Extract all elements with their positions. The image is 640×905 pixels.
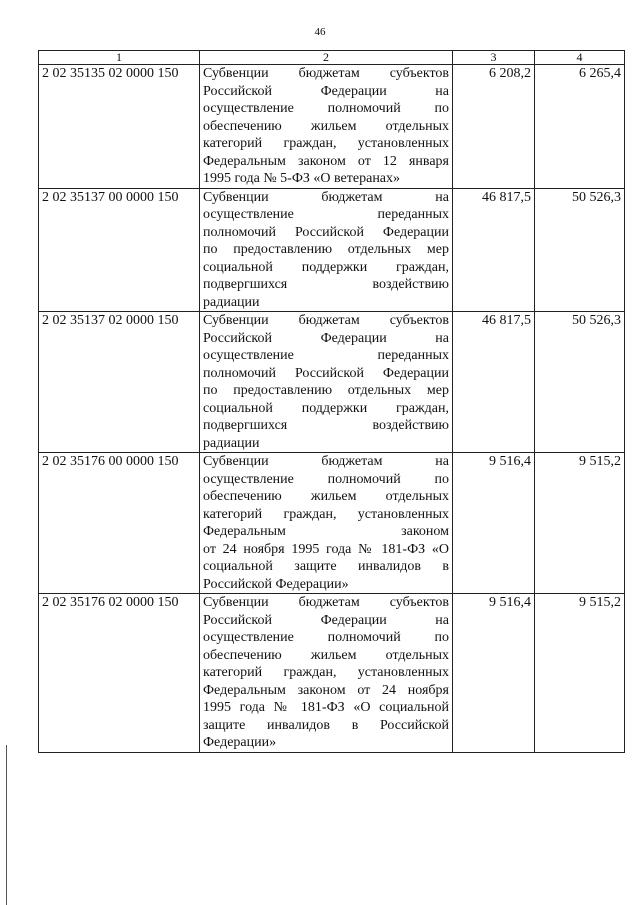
- amount-col3-cell: 9 516,4: [453, 594, 535, 753]
- description-line: осуществление переданных: [203, 207, 449, 222]
- description-line: обеспечению жильем отдельных: [203, 647, 449, 663]
- description-cell: [200, 453, 453, 594]
- description-line: от 24 ноября 1995 года № 181-ФЗ «О: [203, 541, 449, 557]
- description-line: категорий граждан, установленных: [203, 506, 449, 522]
- amount-col4-cell: 6 265,4: [535, 65, 625, 189]
- table-body: [39, 65, 625, 753]
- description-line: по предоставлению отдельных мер: [203, 242, 449, 257]
- page-number: 46: [314, 26, 326, 38]
- description-line: полномочий Российской Федерации: [203, 365, 449, 381]
- description-line: 1995 года № 181-ФЗ «О социальной: [203, 700, 449, 715]
- description-line: категорий граждан, установленных: [203, 665, 449, 680]
- column-header-2: 2: [200, 51, 453, 65]
- amount-col3-cell: 6 208,2: [453, 65, 535, 189]
- description-line: подвергшихся воздействию: [203, 418, 449, 433]
- budget-code-cell: 2 02 35137 00 0000 150: [39, 188, 200, 312]
- description-line: радиации: [203, 294, 260, 310]
- amount-col4-cell: 9 515,2: [535, 594, 625, 753]
- description-line: социальной защите инвалидов в: [203, 559, 449, 574]
- amount-col4-cell: 50 526,3: [535, 188, 625, 312]
- description-line: обеспечению жильем отдельных: [203, 118, 449, 134]
- amount-col4-cell: 50 526,3: [535, 312, 625, 453]
- description-line: Федеральным законом от 12 января: [203, 153, 449, 169]
- budget-code-cell: 2 02 35135 02 0000 150: [39, 65, 200, 189]
- description-line: осуществление полномочий по: [203, 471, 449, 487]
- amount-col3-cell: 46 817,5: [453, 312, 535, 453]
- table-row: [39, 65, 625, 189]
- description-line: по предоставлению отдельных мер: [203, 383, 449, 398]
- description-line: полномочий Российской Федерации: [203, 224, 449, 240]
- description-cell: [200, 65, 453, 189]
- description-line: категорий граждан, установленных: [203, 136, 449, 151]
- description-line: 1995 года № 5-ФЗ «О ветеранах»: [203, 171, 401, 186]
- table-row: [39, 594, 625, 753]
- column-header-1: 1: [39, 51, 200, 65]
- description-line: социальной поддержки граждан,: [203, 400, 449, 416]
- description-line: Субвенции бюджетам субъектов: [203, 313, 449, 328]
- description-line: социальной поддержки граждан,: [203, 259, 449, 275]
- description-line: обеспечению жильем отдельных: [203, 489, 449, 504]
- description-line: Субвенции бюджетам на: [203, 189, 449, 205]
- description-line: осуществление полномочий по: [203, 101, 449, 116]
- description-line: защите инвалидов в Российской: [203, 717, 449, 733]
- table-row: [39, 188, 625, 312]
- column-header-3: 3: [453, 51, 535, 65]
- description-line: Субвенции бюджетам субъектов: [203, 595, 449, 610]
- description-line: подвергшихся воздействию: [203, 277, 449, 292]
- description-cell: [200, 594, 453, 753]
- budget-table: [38, 50, 625, 753]
- description-line: Субвенции бюджетам на: [203, 454, 449, 469]
- budget-code-cell: 2 02 35176 02 0000 150: [39, 594, 200, 753]
- description-line: радиации: [203, 435, 260, 451]
- budget-code-cell: 2 02 35176 00 0000 150: [39, 453, 200, 594]
- description-cell: [200, 312, 453, 453]
- description-line: Российской Федерации»: [203, 576, 349, 592]
- budget-code-cell: 2 02 35137 02 0000 150: [39, 312, 200, 453]
- description-line: Федеральным законом: [203, 524, 449, 539]
- description-line: Федеральным законом от 24 ноября: [203, 682, 449, 698]
- description-line: Российской Федерации на: [203, 83, 449, 99]
- table-row: [39, 453, 625, 594]
- description-line: Российской Федерации на: [203, 330, 449, 346]
- description-cell: [200, 188, 453, 312]
- amount-col3-cell: 9 516,4: [453, 453, 535, 594]
- description-line: осуществление переданных: [203, 348, 449, 363]
- amount-col4-cell: 9 515,2: [535, 453, 625, 594]
- column-header-4: 4: [535, 51, 625, 65]
- amount-col3-cell: 46 817,5: [453, 188, 535, 312]
- description-line: осуществление полномочий по: [203, 630, 449, 645]
- table-row: [39, 312, 625, 453]
- page-edge-line: [6, 745, 7, 905]
- description-line: Субвенции бюджетам субъектов: [203, 66, 449, 81]
- header-row: [39, 51, 625, 65]
- description-line: Российской Федерации на: [203, 612, 449, 628]
- description-line: Федерации»: [203, 735, 277, 750]
